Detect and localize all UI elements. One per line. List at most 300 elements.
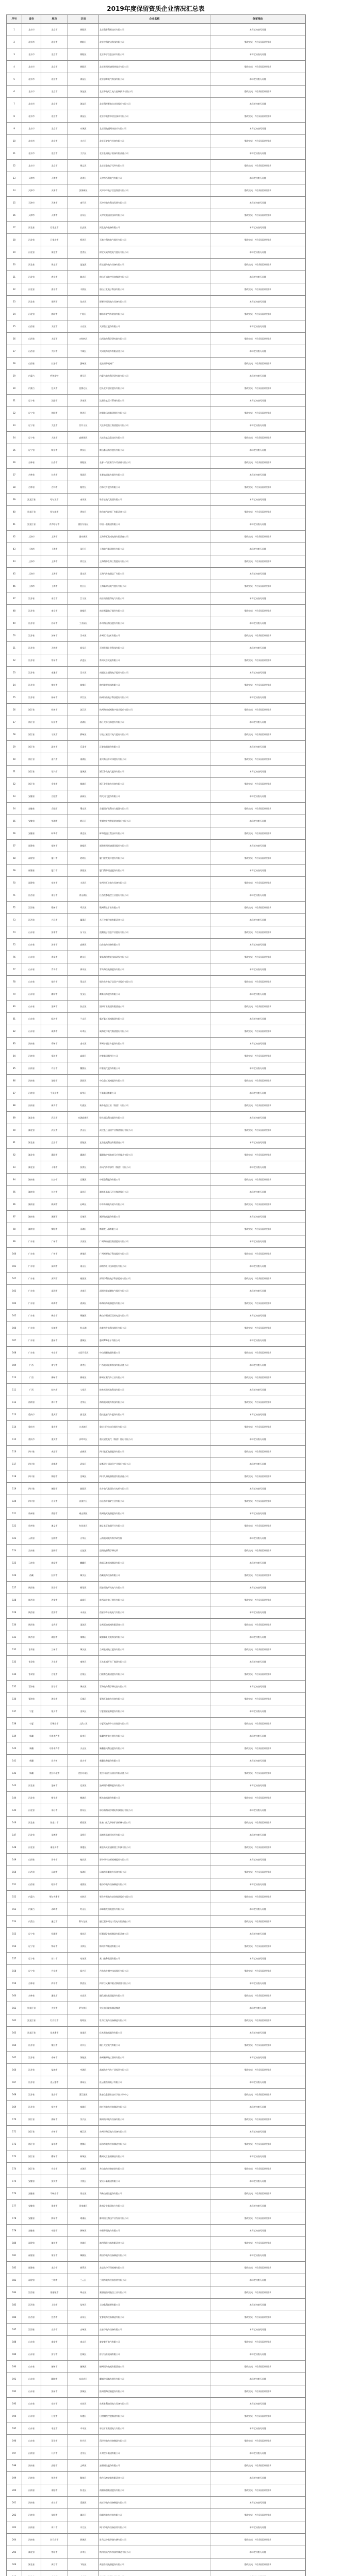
cell-district: 邗江区 [68,691,99,704]
cell-reason: 本年度核查无问题 [210,1334,306,1347]
cell-province: 辽宁省 [22,419,41,432]
cell-index: 145 [7,1804,22,1817]
cell-index: 59 [7,741,22,753]
cell-index: 40 [7,506,22,518]
table-row [7,1792,306,1804]
cell-reason: 本年度核查无问题 [210,1780,306,1792]
cell-city: 金华市 [41,778,68,790]
cell-city: 九江市 [41,914,68,926]
cell-company: 柳州五菱汽车工业有限公司 [99,1371,210,1384]
cell-city: 厦门市 [41,852,68,865]
cell-district: 滨海新区 [68,184,99,197]
cell-index: 167 [7,2076,22,2089]
cell-province: 安徽省 [22,2175,41,2188]
cell-district: 海州区 [68,2076,99,2089]
cell-district: 新市区 [68,1730,99,1742]
table-row [7,1112,306,1124]
cell-index: 162 [7,2014,22,2027]
cell-district: 河东区 [68,209,99,222]
cell-company: 运城市华阳电力设备有限公司 [99,1866,210,1878]
cell-district: 芗城区 [68,2237,99,2249]
table-row [7,1619,306,1631]
cell-company: 镇江大全电气有限公司 [99,2039,210,2052]
cell-reason: 整改完成，符合资质条件要求 [210,333,306,345]
cell-reason: 本年度核查无问题 [210,24,306,36]
cell-reason: 本年度核查无问题 [210,1161,306,1174]
cell-district: 大观区 [68,2175,99,2188]
cell-reason: 本年度核查无问题 [210,296,306,308]
cell-index: 184 [7,2286,22,2299]
cell-province: 浙江省 [22,2126,41,2138]
table-row [7,1038,306,1050]
table-row [7,2460,306,2472]
cell-index: 3 [7,48,22,61]
cell-company: 上海汽车电器总厂有限公司 [99,568,210,580]
table-row [7,1854,306,1866]
cell-province: 陕西省 [22,1606,41,1619]
cell-company: 桂林光隆光电科技有限公司 [99,1384,210,1396]
cell-city: 新乡市 [41,1099,68,1112]
cell-reason: 本年度核查无问题 [210,1507,306,1520]
cell-province: 河北省 [22,1780,41,1792]
cell-company: 大同电力机车有限责任公司 [99,345,210,358]
cell-company: 佛山市顺德区美的电器有限公司 [99,1310,210,1322]
cell-company: 淄博矿业集团有限责任公司 [99,1001,210,1013]
cell-company: 抚顺煤矿电机制造有限责任公司 [99,1928,210,1940]
cell-company: 黄石东贝电器股份有限公司 [99,2558,210,2571]
cell-index [7,2571,22,2576]
cell-reason: 整改完成，符合资质条件要求 [210,1940,306,1953]
cell-province: 河南省 [22,1087,41,1099]
cell-city: 台州市 [41,2126,68,2138]
cell-index: 83 [7,1038,22,1050]
document-page [6,3,305,2576]
cell-company: 北京中科安达科技有限公司 [99,36,210,48]
cell-reason: 整改完成，符合资质条件要求 [210,728,306,741]
cell-reason: 整改完成，符合资质条件要求 [210,135,306,147]
cell-index: 153 [7,1903,22,1916]
cell-city: 蚌埠市 [41,827,68,840]
cell-index: 101 [7,1260,22,1273]
table-row [7,580,306,592]
cell-reason: 整改完成，符合资质条件要求 [210,1273,306,1285]
cell-company: 荆州恒隆汽车零部件制造有限公司 [99,2546,210,2558]
cell-city: 大同市 [41,345,68,358]
cell-district: 滨城区 [68,2385,99,2398]
table-row [7,1916,306,1928]
table-row [7,1186,306,1198]
table-row [7,518,306,531]
cell-city: 上海市 [41,568,68,580]
cell-company: 菏泽市电力设备制造有限公司 [99,2435,210,2447]
table-row [7,1965,306,1977]
cell-province: 河北省 [22,296,41,308]
cell-index: 113 [7,1409,22,1421]
cell-district: 秦州区 [68,1656,99,1668]
cell-district: 松山湖 [68,1322,99,1334]
cell-district: 工业园区 [68,617,99,630]
cell-province: 新疆 [22,1742,41,1755]
cell-province: 山东省 [22,2410,41,2422]
cell-city: 湘潭市 [41,1211,68,1223]
cell-province: 浙江省 [22,2138,41,2150]
cell-province: 安徽省 [22,2212,41,2225]
cell-reason: 整改完成，符合资质条件要求 [210,1841,306,1854]
cell-company: 嘉兴斯达半导体股份有限公司 [99,753,210,766]
cell-reason: 整改完成，符合资质条件要求 [210,358,306,370]
cell-company: 天水长城开关厂集团有限公司 [99,1656,210,1668]
cell-company: 青岛海尔智能技术研发有限公司 [99,951,210,963]
cell-district: 张店区 [68,1001,99,1013]
cell-province: 吉林省 [22,456,41,469]
cell-district: 朝阳区 [68,48,99,61]
cell-index: 139 [7,1730,22,1742]
table-row [7,1977,306,1990]
cell-province: 甘肃省 [22,1643,41,1656]
cell-province: 安徽省 [22,815,41,827]
cell-province: 广东省 [22,1235,41,1248]
cell-district: 南湖区 [68,753,99,766]
cell-index: 158 [7,1965,22,1977]
cell-city: 淮南市 [41,2200,68,2212]
table-row [7,358,306,370]
cell-company: 沈阳鼓风机集团股份有限公司 [99,407,210,419]
cell-district: 南岗区 [68,494,99,506]
cell-city: 沧州市 [41,1780,68,1792]
cell-district: 雁塔区 [68,1582,99,1594]
cell-district: 吉州区 [68,2324,99,2336]
table-row [7,2361,306,2373]
cell-reason: 本年度核查无问题 [210,2472,306,2484]
cell-district: 章贡区 [68,902,99,914]
table-row [7,778,306,790]
cell-province: 辽宁省 [22,1965,41,1977]
cell-province: 天津市 [22,184,41,197]
cell-district: 天山区 [68,1742,99,1755]
cell-province: 安徽省 [22,827,41,840]
cell-index: 148 [7,1841,22,1854]
cell-province: 天津市 [22,172,41,184]
cell-province: 江西省 [22,2311,41,2324]
cell-index: 168 [7,2089,22,2101]
cell-company: 山东电力设备有限公司 [99,939,210,951]
cell-district: 历下区 [68,926,99,939]
table-row [7,1878,306,1891]
cell-city: 长沙市 [41,1186,68,1198]
cell-city: 石家庄市 [41,222,68,234]
cell-index: 84 [7,1050,22,1062]
table-row [7,605,306,617]
cell-company: 吉安市电力设备有限公司 [99,2324,210,2336]
cell-company: 安庆环新集团有限公司 [99,2175,210,2188]
table-row [7,2249,306,2262]
cell-company: 临沂临工机械集团有限公司 [99,1013,210,1025]
cell-index: 194 [7,2410,22,2422]
cell-reason: 整改完成，符合资质条件要求 [210,976,306,988]
table-row [7,2348,306,2361]
cell-district: 东昌府区 [68,2373,99,2385]
cell-district: 清江浦区 [68,2089,99,2101]
cell-province: 山西省 [22,320,41,333]
cell-reason: 整改完成，符合资质条件要求 [210,1990,306,2002]
table-row [7,976,306,988]
cell-reason: 整改完成，符合资质条件要求 [210,1569,306,1582]
cell-district: 双桥区 [68,1829,99,1841]
cell-index: 24 [7,308,22,320]
cell-district: 嘉定区 [68,568,99,580]
table-row [7,24,306,36]
cell-index: 100 [7,1248,22,1260]
cell-reason: 本年度核查无问题 [210,1235,306,1248]
table-row [7,1594,306,1606]
table-row [7,1953,306,1965]
cell-company: 太原重工股份有限公司 [99,320,210,333]
cell-province: 山西省 [22,345,41,358]
cell-reason: 整改完成，符合资质条件要求 [210,1891,306,1903]
cell-province: 安徽省 [22,803,41,815]
cell-province: 浙江省 [22,728,41,741]
cell-city: 衢州市 [41,2150,68,2163]
cell-city: 长治市 [41,358,68,370]
cell-province: 辽宁省 [22,407,41,419]
cell-city: 洛阳市 [41,1075,68,1087]
cell-company: 滨州渤海活塞股份有限公司 [99,2385,210,2398]
cell-province: 江苏省 [22,630,41,642]
cell-city: 乌鲁木齐市 [41,1742,68,1755]
cell-city: 南通市 [41,667,68,679]
cell-city: 济南市 [41,939,68,951]
cell-city: 周口市 [41,2521,68,2534]
cell-index: 28 [7,358,22,370]
cell-district: 德城区 [68,2361,99,2373]
cell-company: 青海互助电力设备有限公司 [99,1693,210,1705]
cell-district: 长安区 [68,222,99,234]
table-row [7,1124,306,1137]
cell-province: 北京市 [22,110,41,123]
cell-reason: 整改完成，符合资质条件要求 [210,1223,306,1235]
cell-province: 河南省 [22,1038,41,1050]
cell-district: 文峰区 [68,2460,99,2472]
cell-index: 52 [7,654,22,667]
cell-reason: 整改完成，符合资质条件要求 [210,407,306,419]
cell-province: 江西省 [22,2324,41,2336]
cell-reason: 整改完成，符合资质条件要求 [210,1817,306,1829]
cell-index: 26 [7,333,22,345]
cell-district: 东昌区 [68,1990,99,2002]
column-header-company: 企业名称 [99,15,210,24]
cell-reason: 本年度核查无问题 [210,1137,306,1149]
cell-reason: 整改完成，符合资质条件要求 [210,1718,306,1730]
cell-city: 鞍山市 [41,444,68,456]
cell-index: 19 [7,246,22,259]
cell-city: 合肥市 [41,803,68,815]
cell-reason: 本年度核查无问题 [210,568,306,580]
cell-reason: 本年度核查无问题 [210,1310,306,1322]
cell-district: 渭滨区 [68,1619,99,1631]
cell-province: 山东省 [22,939,41,951]
cell-index: 64 [7,803,22,815]
cell-company: 重庆长安汽车股份有限公司 [99,1409,210,1421]
table-row [7,2299,306,2311]
cell-company: 邢台纳科诺尔精轧科技股份有限公司 [99,1804,210,1817]
cell-province: 福建省 [22,840,41,852]
cell-province: 浙江省 [22,704,41,716]
table-row [7,1174,306,1186]
cell-province: 湖南省 [22,1211,41,1223]
cell-district: 丰润区 [68,283,99,296]
cell-province: 湖南省 [22,1174,41,1186]
cell-district: 铁西区 [68,407,99,419]
cell-reason: 整改完成，符合资质条件要求 [210,308,306,320]
cell-province: 江苏省 [22,679,41,691]
table-row [7,1780,306,1792]
cell-company: 驻马店中集华骏车辆有限公司 [99,2534,210,2546]
cell-province: 天津市 [22,197,41,209]
cell-province: 河南省 [22,2447,41,2460]
cell-reason: 整改完成，符合资质条件要求 [210,1446,306,1458]
cell-company: 北京国电通网络技术有限公司 [99,123,210,135]
cell-district: 岳塘区 [68,1211,99,1223]
cell-province: 湖南省 [22,1186,41,1198]
cell-reason: 本年度核查无问题 [210,1582,306,1594]
cell-city: 龙岩市 [41,2262,68,2274]
cell-district: 海淀区 [68,86,99,98]
cell-company: 科大讯飞股份有限公司 [99,790,210,803]
cell-index: 123 [7,1532,22,1545]
cell-province: 山东省 [22,2361,41,2373]
cell-city: 常州市 [41,654,68,667]
cell-index: 20 [7,259,22,271]
cell-district: 官渡区 [68,1545,99,1557]
cell-province: 山东省 [22,926,41,939]
cell-index: 54 [7,679,22,691]
cell-company: 焦作风神轮胎有限责任公司 [99,2472,210,2484]
cell-province: 上海市 [22,568,41,580]
table-row [7,1260,306,1273]
column-header-city: 地市 [41,15,68,24]
cell-index: 8 [7,110,22,123]
cell-index: 76 [7,951,22,963]
cell-index: 56 [7,704,22,716]
cell-city: 保定市 [41,259,68,271]
cell-company: 宝鸡石油机械有限责任公司 [99,1619,210,1631]
cell-district: 旌阳区 [68,1483,99,1495]
cell-city: 盐城市 [41,2064,68,2076]
table-row [7,2002,306,2014]
cell-company: 遵义长征电器开关有限公司 [99,1520,210,1532]
cell-district: 龙岗区 [68,1285,99,1297]
cell-index: 12 [7,160,22,172]
cell-company: 天津中环电子信息集团有限公司 [99,184,210,197]
cell-index: 197 [7,2447,22,2460]
cell-index: 120 [7,1495,22,1507]
cell-company: 安阳钢铁股份有限公司 [99,2460,210,2472]
cell-province: 新疆 [22,1767,41,1780]
cell-index: 128 [7,1594,22,1606]
cell-city: 漳州市 [41,2237,68,2249]
cell-reason: 整改完成，符合资质条件要求 [210,234,306,246]
cell-province: 山西省 [22,1854,41,1866]
cell-index: 182 [7,2262,22,2274]
cell-reason: 本年度核查无问题 [210,469,306,481]
table-row [7,1137,306,1149]
cell-index: 6 [7,86,22,98]
table-row [7,1817,306,1829]
cell-reason: 本年度核查无问题 [210,2076,306,2089]
cell-city: 沈阳市 [41,395,68,407]
cell-reason: 本年度核查无问题 [210,1260,306,1273]
cell-province: 河南省 [22,1062,41,1075]
table-row [7,926,306,939]
cell-province: 山东省 [22,2373,41,2385]
cell-district: 卧龙区 [68,2484,99,2497]
cell-district: 前进区 [68,2027,99,2039]
table-row [7,1903,306,1916]
cell-reason: 整改完成，符合资质条件要求 [210,951,306,963]
cell-province: 广东省 [22,1347,41,1359]
cell-reason: 整改完成，符合资质条件要求 [210,86,306,98]
cell-index: 85 [7,1062,22,1075]
table-row [7,963,306,976]
cell-index: 41 [7,518,22,531]
cell-district: 洪山区 [68,1124,99,1137]
cell-index: 51 [7,642,22,654]
table-row [7,271,306,283]
cell-company: 浪潮电子信息产业股份有限公司 [99,926,210,939]
cell-company: 陕西烽火电子股份有限公司 [99,1594,210,1606]
cell-company: 中山明阳电器有限公司 [99,1347,210,1359]
cell-index: 142 [7,1767,22,1780]
cell-company: 长治清华机械厂 [99,358,210,370]
cell-reason: 整改完成，符合资质条件要求 [210,2237,306,2249]
table-row [7,642,306,654]
cell-province: 河北省 [22,1817,41,1829]
cell-reason: 本年度核查无问题 [210,667,306,679]
cell-reason: 本年度核查无问题 [210,147,306,160]
cell-reason: 本年度核查无问题 [210,2348,306,2361]
cell-company: 咸阳彩虹光电科技有限公司 [99,1631,210,1643]
table-row [7,1248,306,1260]
cell-district: 新华区 [68,1087,99,1099]
cell-province: 浙江省 [22,2150,41,2163]
cell-index: 5 [7,73,22,86]
table-row [7,667,306,679]
cell-city: 福州市 [41,840,68,852]
cell-index: 137 [7,1705,22,1718]
cell-city: 莆田市 [41,2249,68,2262]
cell-company: 上海新时达电气股份有限公司 [99,580,210,592]
cell-city: 长沙市 [41,1174,68,1186]
cell-city: 锦州市 [41,1940,68,1953]
cell-reason: 本年度核查无问题 [210,1903,306,1916]
table-row [7,1025,306,1038]
cell-index: 160 [7,1990,22,2002]
table-row [7,1668,306,1681]
cell-province: 河北省 [22,259,41,271]
cell-district: 自流井区 [68,1495,99,1507]
cell-index: 62 [7,778,22,790]
cell-city: 潍坊市 [41,988,68,1001]
cell-reason: 本年度核查无问题 [210,889,306,902]
cell-province: 吉林省 [22,1977,41,1990]
cell-index: 65 [7,815,22,827]
cell-company: 曲靖云维机械制造有限公司 [99,1557,210,1569]
cell-city: 东营市 [41,2398,68,2410]
cell-reason: 整改完成，符合资质条件要求 [210,803,306,815]
table-row [7,73,306,86]
cell-district: 珠山区 [68,2286,99,2299]
table-row [7,469,306,481]
